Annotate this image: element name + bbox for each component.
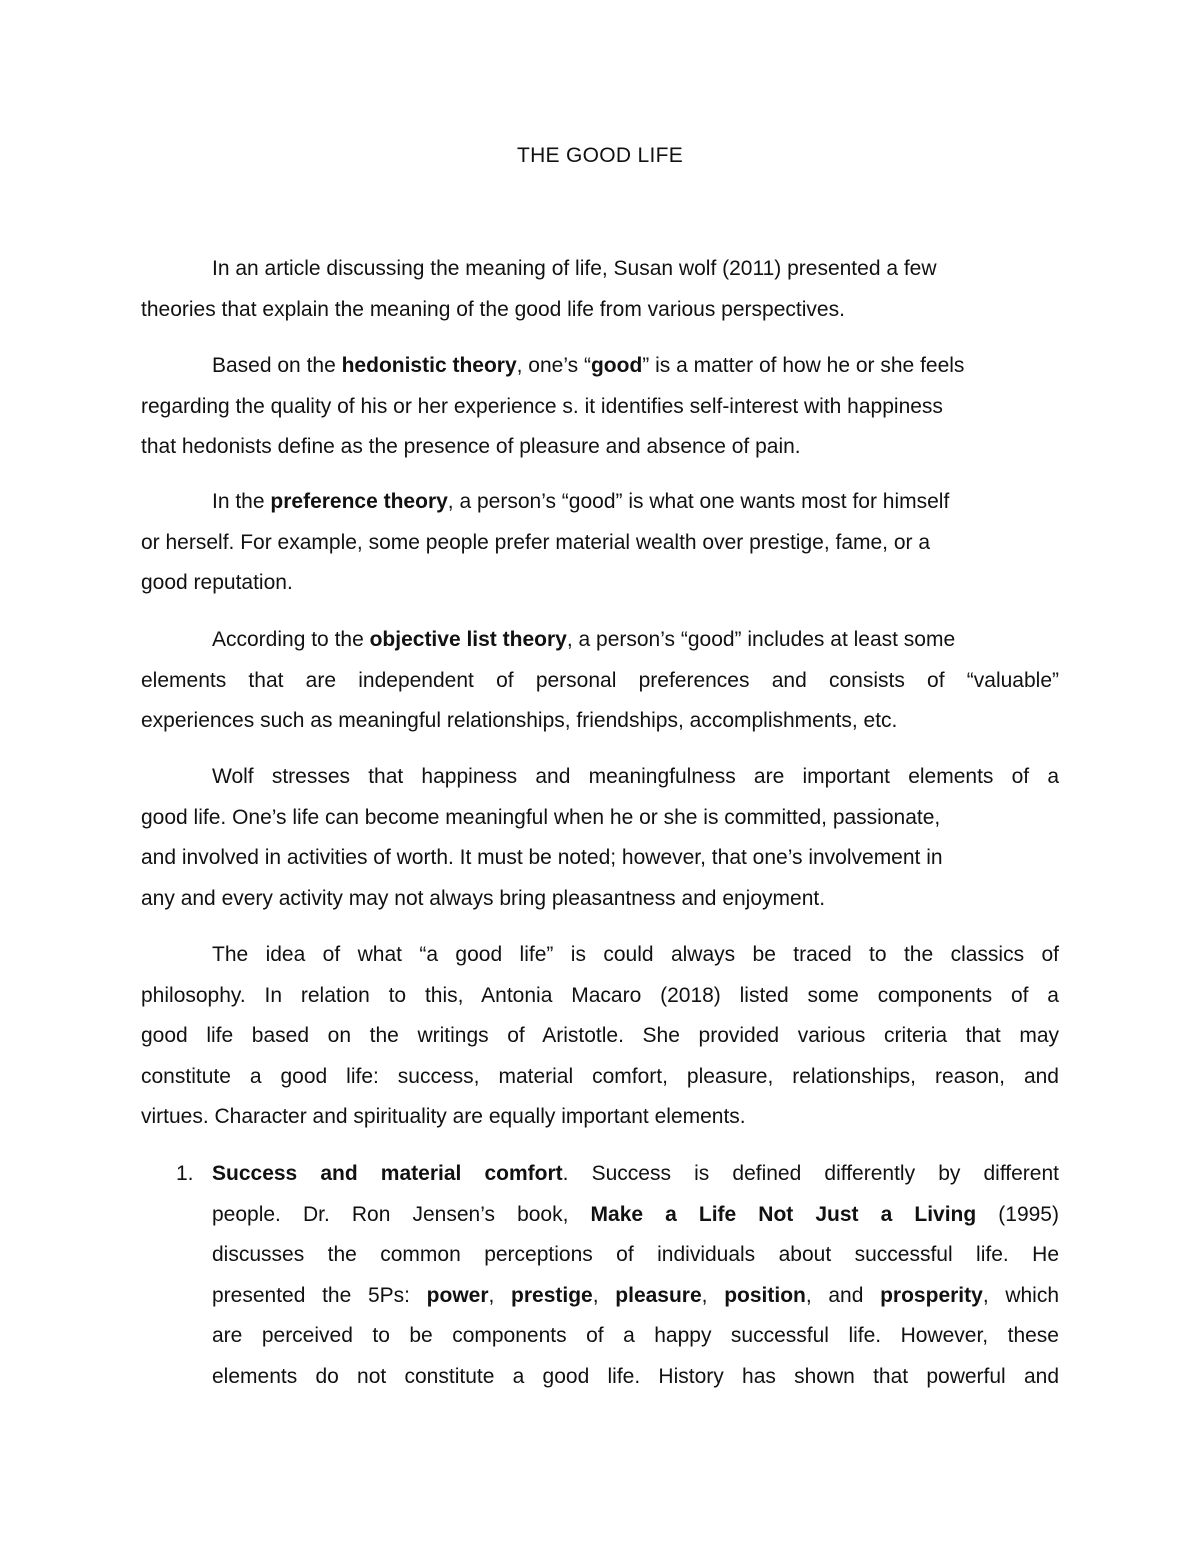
- text-line: [141, 346, 1059, 387]
- text-line: [212, 1154, 1059, 1195]
- bold-book-title: Make a Life Not Just a Living: [590, 1202, 977, 1226]
- text-line: [212, 1195, 1059, 1236]
- text-line: elements that are independent of personal preferences and consists of “valuable”: [141, 668, 1059, 692]
- text-line: regarding the quality of his or her experience s. it identifies self-interest with happiness: [141, 394, 943, 418]
- bold-term: prosperity: [880, 1283, 983, 1307]
- text-line: good reputation.: [141, 571, 293, 595]
- text-line: good life based on the writings of Aristotle. She provided various criteria that may: [141, 1024, 1059, 1048]
- text-run: , one’s “: [516, 354, 591, 377]
- paragraph-hedonistic-theory: [141, 346, 1059, 468]
- paragraph-objective-list-theory: [141, 620, 1059, 742]
- text-run: , and: [805, 1283, 881, 1307]
- text-line: The idea of what “a good life” is could always be traced to the classics of: [212, 943, 1059, 966]
- text-line: elements do not constitute a good life. History has shown that powerful and: [212, 1364, 1059, 1388]
- text-line: philosophy. In relation to this, Antonia Macaro (2018) listed some components of a: [141, 983, 1059, 1007]
- text-run: ” is a matter of how he or she feels: [642, 354, 965, 377]
- text-line: [212, 1276, 1059, 1317]
- paragraph-preference-theory: [141, 482, 1059, 604]
- text-line: or herself. For example, some people prefer material wealth over prestige, fame, or a: [141, 530, 931, 554]
- text-run: people. Dr. Ron Jensen’s book,: [212, 1202, 591, 1226]
- paragraph-wolf: [141, 757, 1059, 919]
- paragraph-macaro: [141, 935, 1059, 1138]
- text-run: ,: [701, 1283, 725, 1307]
- text-line: theories that explain the meaning of the good life from various perspectives.: [141, 297, 845, 321]
- text-run: (1995): [976, 1202, 1059, 1226]
- text-line: experiences such as meaningful relationships, friendships, accomplishments, etc.: [141, 709, 898, 733]
- text-run: In the: [212, 490, 271, 513]
- text-run: , which: [982, 1283, 1060, 1307]
- text-run: presented the 5Ps:: [212, 1283, 427, 1307]
- bold-term: preference theory: [270, 490, 448, 513]
- text-run: . Success is defined differently by different: [562, 1162, 1059, 1185]
- text-line: virtues. Character and spirituality are equally important elements.: [141, 1105, 746, 1129]
- text-line: [141, 620, 1059, 661]
- bold-term: objective list theory: [369, 628, 567, 651]
- bold-term: prestige: [511, 1283, 593, 1307]
- text-line: that hedonists define as the presence of pleasure and absence of pain.: [141, 435, 801, 459]
- text-line: are perceived to be components of a happy successful life. However, these: [212, 1324, 1059, 1348]
- text-run: ,: [592, 1283, 616, 1307]
- bold-term: power: [426, 1283, 489, 1307]
- text-run: , a person’s “good” includes at least some: [566, 628, 956, 651]
- bold-term: position: [724, 1283, 806, 1307]
- text-line: In an article discussing the meaning of life, Susan wolf (2011) presented a few: [212, 257, 937, 280]
- text-run: Based on the: [212, 354, 342, 377]
- paragraph-intro: [141, 249, 1059, 330]
- text-line: constitute a good life: success, material comfort, pleasure, relationships, reason, and: [141, 1064, 1059, 1088]
- text-line: and involved in activities of worth. It must be noted; however, that one’s involvement in: [141, 846, 943, 870]
- text-run: , a person’s “good” is what one wants most for himself: [447, 490, 950, 513]
- bold-term: Success and material comfort: [212, 1162, 563, 1185]
- bold-term: good: [590, 354, 643, 377]
- text-run: According to the: [212, 628, 370, 651]
- text-line: good life. One’s life can become meaningful when he or she is committed, passionate,: [141, 805, 941, 829]
- page-title: THE GOOD LIFE: [516, 144, 684, 167]
- list-item-body: [212, 1154, 1059, 1398]
- text-line: [141, 482, 1059, 523]
- text-line: any and every activity may not always bring pleasantness and enjoyment.: [141, 886, 826, 910]
- text-run: ,: [488, 1283, 512, 1307]
- bold-term: hedonistic theory: [341, 354, 517, 377]
- list-number: 1.: [176, 1162, 194, 1185]
- bold-term: pleasure: [615, 1283, 702, 1307]
- text-line: discusses the common perceptions of individuals about successful life. He: [212, 1243, 1059, 1267]
- text-line: Wolf stresses that happiness and meaningfulness are important elements of a: [212, 765, 1059, 788]
